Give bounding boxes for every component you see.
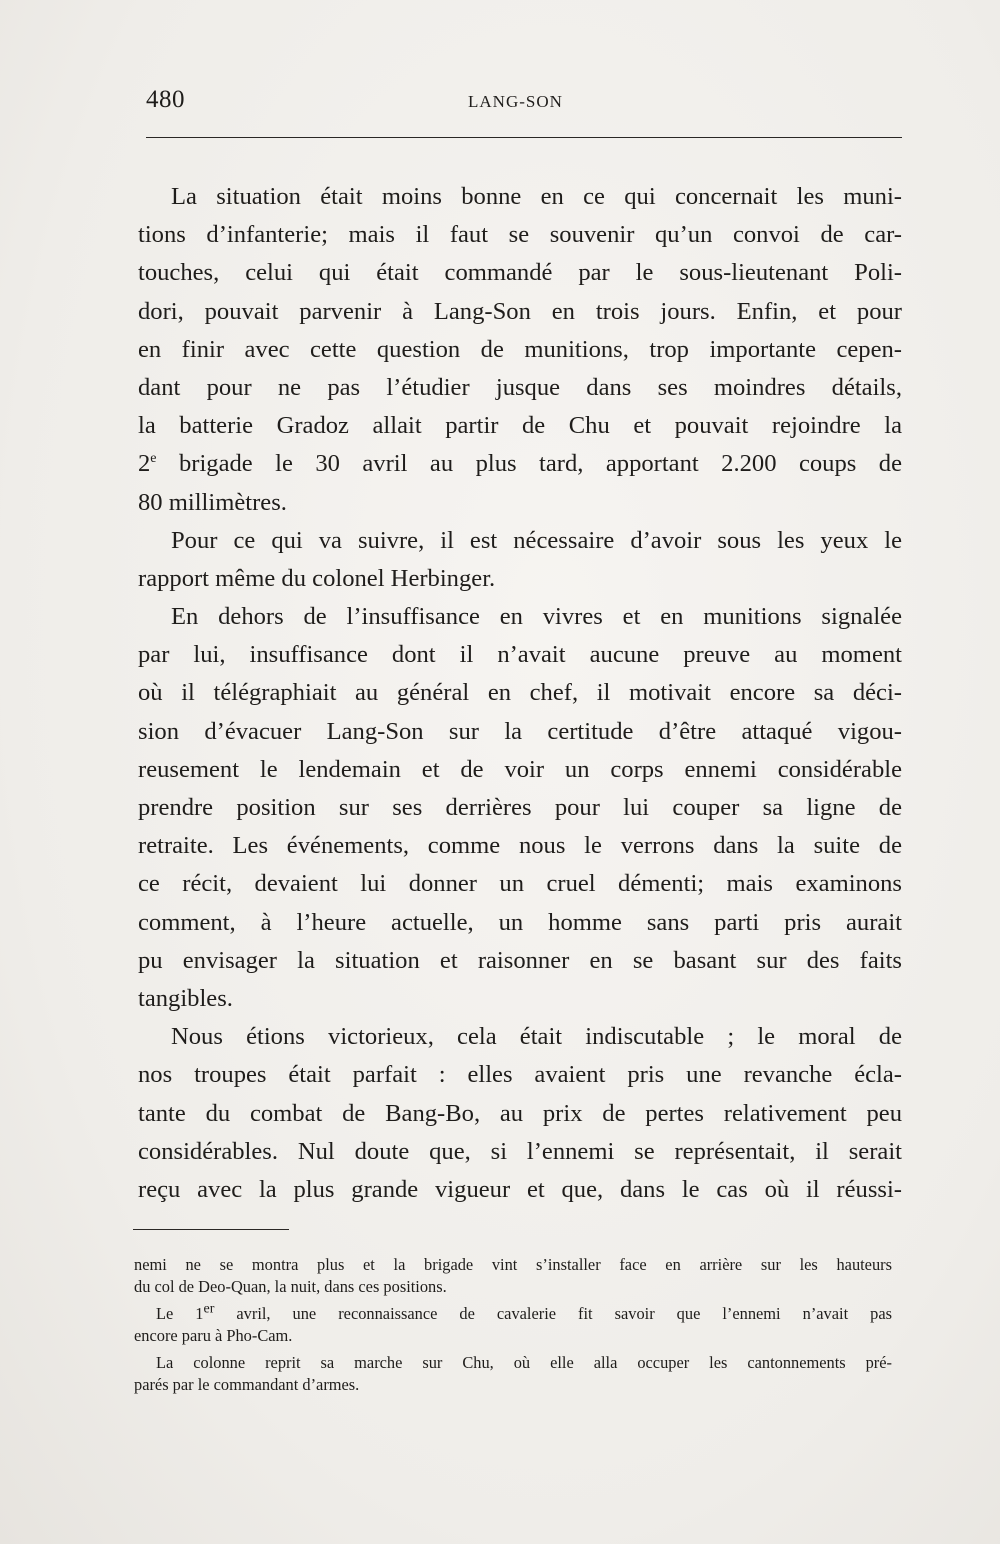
text-line: sion d’évacuer Lang-Son sur la certitude d’être attaqué vigou- [138, 717, 902, 745]
footnote-line: encore paru à Pho-Cam. [134, 1326, 293, 1346]
text-line: par lui, insuffisance dont il n’avait aucune preuve au moment [138, 641, 902, 669]
text-line: reçu avec la plus grande vigueur et que, dans le cas où il réussi- [138, 1175, 902, 1203]
footnote-text: avril, une reconnaissance de cavalerie fit savoir que l’ennemi n’avait pas [214, 1303, 892, 1323]
footnote-line: nemi ne se montra plus et la brigade vint s’installer face en arrière sur les hauteurs [134, 1255, 892, 1274]
text-line: nos troupes était parfait : elles avaient pris une revanche écla- [138, 1061, 902, 1089]
text-line: considérables. Nul doute que, si l’ennemi se représentait, il serait [138, 1137, 902, 1165]
text-line: dant pour ne pas l’étudier jusque dans ses moindres détails, [138, 373, 902, 401]
text-line-rest: brigade le 30 avril au plus tard, apportant 2.200 coups de [156, 450, 902, 478]
text-line: reusement le lendemain et de voir un corps ennemi considérable [138, 755, 902, 783]
text-line: tions d’infanterie; mais il faut se souvenir qu’un convoi de car- [138, 221, 902, 249]
text-line: où il télégraphiait au général en chef, il motivait encore sa déci- [138, 679, 902, 707]
text-line: retraite. Les événements, comme nous le verrons dans la suite de [138, 832, 902, 860]
text-line: prendre position sur ses derrières pour lui couper sa ligne de [138, 794, 902, 821]
ordinal-number: 2 [138, 450, 151, 478]
text-line: la batterie Gradoz allait partir de Chu et pouvait rejoindre la [138, 412, 902, 440]
text-line: pu envisager la situation et raisonner en se basant sur des faits [138, 946, 902, 974]
ordinal-superscript: er [203, 1301, 215, 1317]
text-line: ce récit, devaient lui donner un cruel démenti; mais examinons [138, 870, 902, 898]
footnote-line: La colonne reprit sa marche sur Chu, où elle alla occuper les cantonnements pré- [156, 1352, 892, 1372]
text-line: touches, celui qui était commandé par le sous-lieutenant Poli- [138, 259, 902, 287]
text-line: Pour ce qui va suivre, il est nécessaire d’avoir sous les yeux le [171, 526, 902, 554]
footnote-line: du col de Deo-Quan, la nuit, dans ces positions. [134, 1277, 447, 1297]
text-line-with-superscript [138, 445, 902, 483]
text-line: dori, pouvait parvenir à Lang-Son en trois jours. Enfin, et pour [138, 297, 902, 325]
text-line: rapport même du colonel Herbinger. [138, 564, 496, 592]
text-line: Nous étions victorieux, cela était indiscutable ; le moral de [171, 1023, 902, 1051]
text-line: tante du combat de Bang-Bo, au prix de pertes relativement peu [138, 1099, 902, 1127]
footnote-rule [133, 1229, 289, 1230]
footnote-line-with-superscript [134, 1303, 892, 1325]
text-line: En dehors de l’insuffisance en vivres et en munitions signalée [171, 603, 902, 631]
footnotes [134, 1254, 892, 1396]
text-line: en finir avec cette question de munitions, trop importante cepen- [138, 335, 902, 363]
body-text [138, 178, 902, 1209]
running-head: LANG-SON [468, 92, 563, 111]
footnote-text: Le 1 [156, 1303, 204, 1323]
page-number: 480 [146, 86, 185, 113]
ordinal-superscript: e [150, 451, 157, 467]
header-rule [146, 137, 902, 138]
footnote-line: parés par le commandant d’armes. [134, 1374, 360, 1394]
page-header [146, 86, 902, 126]
text-line: La situation était moins bonne en ce qui concernait les muni- [171, 183, 902, 210]
text-line: comment, à l’heure actuelle, un homme sans parti pris aurait [138, 908, 902, 936]
text-line: tangibles. [138, 984, 233, 1012]
text-line: 80 millimètres. [138, 488, 287, 516]
